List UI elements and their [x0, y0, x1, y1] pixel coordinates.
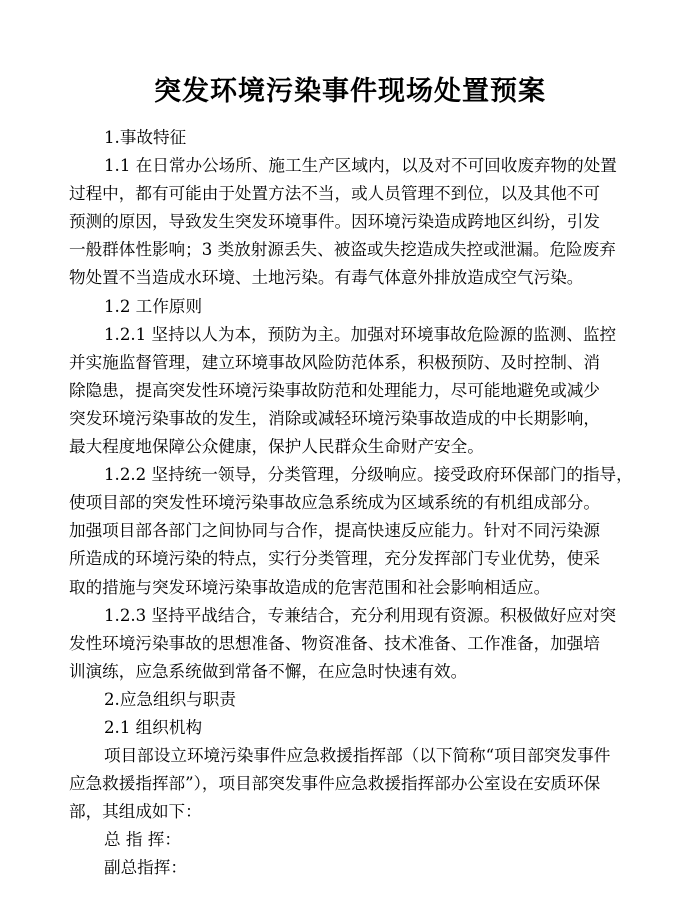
text-line: 预测的原因，导致发生突发环境事件。因环境污染造成跨地区纠纷，引发	[69, 212, 600, 232]
text-line: 使项目部的突发性环境污染事故应急系统成为区域系统的有机组成部分。	[69, 493, 600, 513]
text-line: 最大程度地保障公众健康，保护人民群众生命财产安全。	[69, 437, 484, 457]
text-line: 1.事故特征	[104, 128, 187, 147]
text-line: 总 指 挥：	[104, 830, 181, 850]
text-line: 副总指挥：	[104, 858, 187, 878]
text-line: 所造成的环境污染的特点，实行分类管理，充分发挥部门专业优势，使采	[69, 549, 600, 569]
text-line: 2.应急组织与职责	[104, 689, 236, 709]
text-line: 1.2.3 坚持平战结合，专兼结合，充分利用现有资源。积极做好应对突	[104, 605, 617, 625]
text-line: 除隐患，提高突发性环境污染事故防范和处理能力，尽可能地避免或减少	[69, 380, 600, 400]
text-line: 训演练，应急系统做到常备不懈，在应急时快速有效。	[69, 661, 468, 681]
text-line: 加强项目部各部门之间协同与合作，提高快速反应能力。针对不同污染源	[69, 521, 600, 541]
text-line: 1.2.1 坚持以人为本，预防为主。加强对环境事故危险源的监测、监控	[104, 324, 617, 344]
text-line: 项目部设立环境污染事件应急救援指挥部（以下简称“项目部突发事件	[104, 746, 611, 766]
text-line: 1.2.2 坚持统一领导，分类管理，分级响应。接受政府环保部门的指导，	[104, 465, 633, 485]
text-line: 发性环境污染事故的思想准备、物资准备、技术准备、工作准备，加强培	[69, 633, 600, 653]
text-line: 1.1 在日常办公场所、施工生产区域内，以及对不可回收废弃物的处置	[104, 156, 617, 176]
text-line: 部，其组成如下：	[69, 802, 202, 822]
text-line: 1.2 工作原则	[104, 296, 203, 316]
text-line: 应急救援指挥部”），项目部突发事件应急救援指挥部办公室设在安质环保	[69, 774, 601, 794]
document-body	[69, 124, 635, 883]
text-line: 2.1 组织机构	[104, 717, 203, 737]
text-line: 一般群体性影响；3 类放射源丢失、被盗或失挖造成失控或泄漏。危险废弃	[69, 240, 616, 260]
text-line: 并实施监督管理，建立环境事故风险防范体系，积极预防、及时控制、消	[69, 352, 600, 372]
text-line: 突发环境污染事故的发生，消除或减轻环境污染事故造成的中长期影响，	[69, 408, 600, 428]
text-line: 取的措施与突发环境污染事故造成的危害范围和社会影响相适应。	[69, 577, 551, 597]
text-line: 物处置不当造成水环境、土地污染。有毒气体意外排放造成空气污染。	[69, 268, 584, 288]
document-title: 突发环境污染事件现场处置预案	[154, 76, 546, 107]
text-line: 过程中，都有可能由于处置方法不当，或人员管理不到位，以及其他不可	[69, 184, 600, 204]
